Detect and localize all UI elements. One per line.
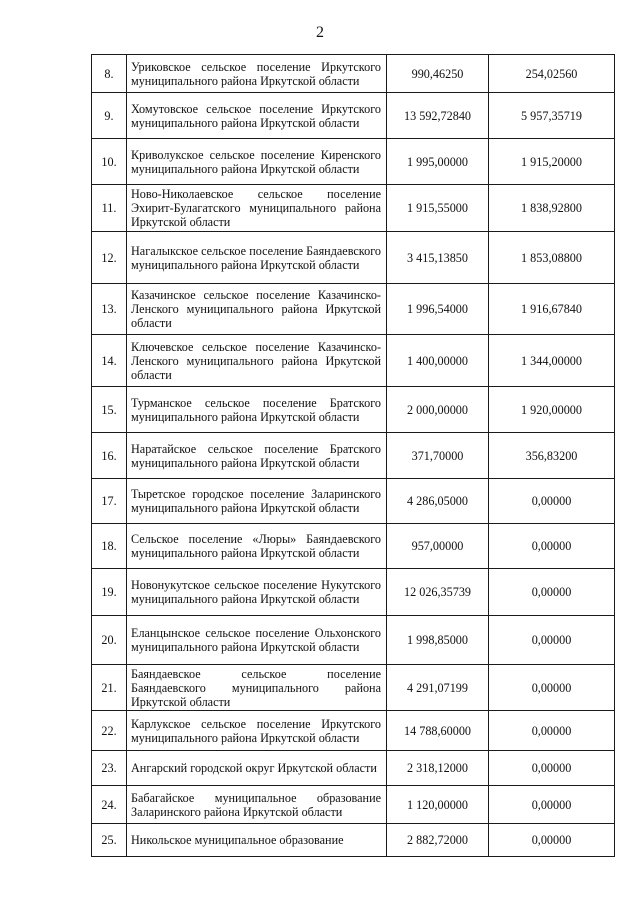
- amount-allocated: 0,00000: [489, 479, 615, 524]
- municipality-name: Бабагайское муниципальное образование Заларинского района Иркутской области: [127, 786, 387, 824]
- table-row: [92, 786, 615, 824]
- allocation-table: [91, 54, 615, 857]
- row-number: 17.: [92, 479, 127, 524]
- table-row: [92, 232, 615, 284]
- amount-allocated: 0,00000: [489, 711, 615, 751]
- row-number: 9.: [92, 93, 127, 139]
- row-number: 23.: [92, 751, 127, 786]
- amount-total: 1 400,00000: [387, 335, 489, 387]
- municipality-name: Наратайское сельское поселение Братского муниципального района Иркутской области: [127, 433, 387, 479]
- amount-total: 2 882,72000: [387, 824, 489, 857]
- amount-allocated: 1 916,67840: [489, 284, 615, 335]
- row-number: 19.: [92, 569, 127, 616]
- row-number: 15.: [92, 387, 127, 433]
- municipality-name: Сельское поселение «Люры» Баяндаевского муниципального района Иркутской области: [127, 524, 387, 569]
- table-row: [92, 185, 615, 232]
- table-row: [92, 284, 615, 335]
- municipality-name: Никольское муниципальное образование: [127, 824, 387, 857]
- amount-allocated: 0,00000: [489, 524, 615, 569]
- row-number: 11.: [92, 185, 127, 232]
- municipality-name: Уриковское сельское поселение Иркутского муниципального района Иркутской области: [127, 55, 387, 93]
- amount-allocated: 1 838,92800: [489, 185, 615, 232]
- table-row: [92, 524, 615, 569]
- table-row: [92, 616, 615, 665]
- row-number: 12.: [92, 232, 127, 284]
- row-number: 25.: [92, 824, 127, 857]
- row-number: 22.: [92, 711, 127, 751]
- table-row: [92, 711, 615, 751]
- municipality-name: Хомутовское сельское поселение Иркутского муниципального района Иркутской области: [127, 93, 387, 139]
- page-number: 2: [316, 24, 324, 41]
- municipality-name: Турманское сельское поселение Братского муниципального района Иркутской области: [127, 387, 387, 433]
- municipality-name: Карлукское сельское поселение Иркутского муниципального района Иркутской области: [127, 711, 387, 751]
- table-row: [92, 569, 615, 616]
- table-row: [92, 387, 615, 433]
- municipality-name: Новонукутское сельское поселение Нукутского муниципального района Иркутской области: [127, 569, 387, 616]
- row-number: 14.: [92, 335, 127, 387]
- amount-total: 1 998,85000: [387, 616, 489, 665]
- municipality-name: Ангарский городской округ Иркутской области: [127, 751, 387, 786]
- row-number: 8.: [92, 55, 127, 93]
- municipality-name: Тыретское городское поселение Заларинского муниципального района Иркутской области: [127, 479, 387, 524]
- amount-total: 990,46250: [387, 55, 489, 93]
- table-row: [92, 824, 615, 857]
- amount-allocated: 0,00000: [489, 751, 615, 786]
- table-row: [92, 479, 615, 524]
- row-number: 13.: [92, 284, 127, 335]
- amount-allocated: 1 920,00000: [489, 387, 615, 433]
- amount-total: 1 996,54000: [387, 284, 489, 335]
- municipality-name: Баяндаевское сельское поселение Баяндаевского муниципального района Иркутской области: [127, 665, 387, 711]
- table-row: [92, 93, 615, 139]
- municipality-name: Криволукское сельское поселение Киренского муниципального района Иркутской области: [127, 139, 387, 185]
- municipality-name: Нагалыкское сельское поселение Баяндаевского муниципального района Иркутской области: [127, 232, 387, 284]
- table-row: [92, 665, 615, 711]
- table-row: [92, 751, 615, 786]
- amount-allocated: 1 915,20000: [489, 139, 615, 185]
- municipality-name: Ключевское сельское поселение Казачинско-Ленского муниципального района Иркутской области: [127, 335, 387, 387]
- amount-allocated: 0,00000: [489, 665, 615, 711]
- amount-total: 4 286,05000: [387, 479, 489, 524]
- amount-total: 1 915,55000: [387, 185, 489, 232]
- amount-allocated: 0,00000: [489, 786, 615, 824]
- amount-total: 12 026,35739: [387, 569, 489, 616]
- row-number: 20.: [92, 616, 127, 665]
- amount-total: 1 120,00000: [387, 786, 489, 824]
- table-row: [92, 139, 615, 185]
- amount-allocated: 1 853,08800: [489, 232, 615, 284]
- municipality-name: Еланцынское сельское поселение Ольхонского муниципального района Иркутской области: [127, 616, 387, 665]
- amount-total: 2 000,00000: [387, 387, 489, 433]
- amount-allocated: 0,00000: [489, 569, 615, 616]
- amount-total: 1 995,00000: [387, 139, 489, 185]
- amount-allocated: 356,83200: [489, 433, 615, 479]
- table-row: [92, 433, 615, 479]
- amount-allocated: 0,00000: [489, 616, 615, 665]
- amount-allocated: 0,00000: [489, 824, 615, 857]
- municipality-name: Ново-Николаевское сельское поселение Эхирит-Булагатского муниципального района Иркутской области: [127, 185, 387, 232]
- amount-total: 957,00000: [387, 524, 489, 569]
- row-number: 24.: [92, 786, 127, 824]
- row-number: 21.: [92, 665, 127, 711]
- amount-total: 2 318,12000: [387, 751, 489, 786]
- table-row: [92, 335, 615, 387]
- row-number: 18.: [92, 524, 127, 569]
- amount-allocated: 254,02560: [489, 55, 615, 93]
- amount-total: 3 415,13850: [387, 232, 489, 284]
- municipality-name: Казачинское сельское поселение Казачинско-Ленского муниципального района Иркутской области: [127, 284, 387, 335]
- row-number: 10.: [92, 139, 127, 185]
- amount-total: 14 788,60000: [387, 711, 489, 751]
- amount-total: 4 291,07199: [387, 665, 489, 711]
- amount-allocated: 5 957,35719: [489, 93, 615, 139]
- table-row: [92, 55, 615, 93]
- amount-allocated: 1 344,00000: [489, 335, 615, 387]
- table-body: [92, 55, 615, 857]
- amount-total: 371,70000: [387, 433, 489, 479]
- row-number: 16.: [92, 433, 127, 479]
- amount-total: 13 592,72840: [387, 93, 489, 139]
